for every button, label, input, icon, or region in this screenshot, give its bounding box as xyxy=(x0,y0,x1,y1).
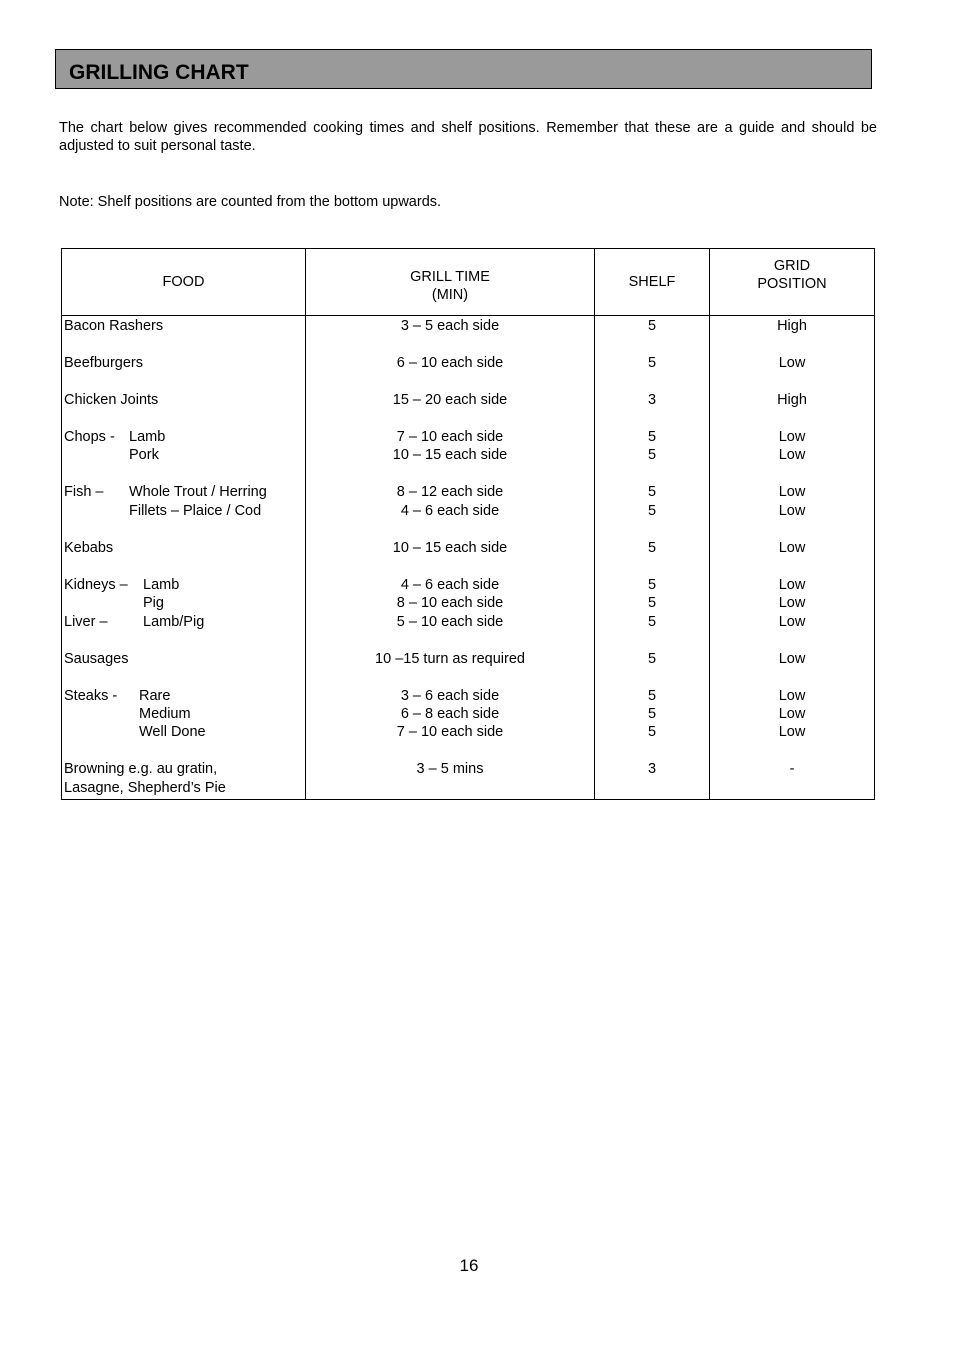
cell-food xyxy=(62,760,306,799)
cell-grid-position-value: Low xyxy=(778,706,806,723)
cell-food xyxy=(62,316,306,355)
food-variety: Pork xyxy=(129,447,159,464)
cell-grill-time-value: 5 – 10 each side xyxy=(396,613,504,630)
cell-grid-position-value: Low xyxy=(778,539,806,556)
cell-grill-time-value: 8 – 10 each side xyxy=(396,595,504,612)
food-line xyxy=(64,613,305,631)
food-category xyxy=(64,705,139,723)
table-row xyxy=(62,354,875,391)
cell-shelf xyxy=(595,539,710,576)
cell-grill-time-value: 7 – 10 each side xyxy=(396,724,504,741)
food-variety: Whole Trout / Herring xyxy=(129,484,267,501)
header-grill-time xyxy=(306,249,595,316)
cell-grill-time xyxy=(306,650,595,687)
grilling-chart-table xyxy=(61,248,875,800)
table-body xyxy=(62,316,875,800)
cell-shelf-value: 5 xyxy=(647,429,657,445)
cell-shelf-value: 3 xyxy=(647,761,657,778)
cell-grill-time xyxy=(306,391,595,428)
food-line xyxy=(64,354,305,372)
cell-grill-time-value: 4 – 6 each side xyxy=(400,502,500,519)
cell-grid-position-value: Low xyxy=(778,687,806,704)
header-food-label: FOOD xyxy=(162,274,205,290)
food-line xyxy=(64,650,305,668)
cell-grill-time xyxy=(306,687,595,761)
food-line xyxy=(64,779,305,797)
cell-grid-position-value: Low xyxy=(778,576,806,593)
cell-shelf-value: 3 xyxy=(647,392,657,408)
table-row xyxy=(62,687,875,761)
note-paragraph: Note: Shelf positions are counted from the bottom upwards. xyxy=(59,194,442,210)
cell-food xyxy=(62,354,306,391)
cell-grid-position-value: - xyxy=(789,761,795,778)
food-line xyxy=(64,594,305,612)
food-category: Chops - xyxy=(64,429,115,445)
food-category xyxy=(64,446,129,464)
cell-shelf-value: 5 xyxy=(647,318,657,334)
food-line xyxy=(64,428,305,446)
food-line xyxy=(64,687,305,705)
header-shelf-label: SHELF xyxy=(628,274,676,290)
cell-food xyxy=(62,428,306,483)
cell-grid-position-value: High xyxy=(777,392,807,408)
table-row xyxy=(62,760,875,799)
cell-grill-time-value: 6 – 10 each side xyxy=(396,355,504,371)
cell-grill-time xyxy=(306,354,595,391)
cell-food xyxy=(62,650,306,687)
page-title: GRILLING CHART xyxy=(69,61,249,84)
cell-grill-time xyxy=(306,483,595,538)
table-row xyxy=(62,316,875,355)
food-category xyxy=(64,594,143,612)
cell-grill-time xyxy=(306,316,595,355)
cell-grid-position xyxy=(710,483,875,538)
cell-grill-time-value: 10 – 15 each side xyxy=(392,539,508,556)
food-category: Fish – xyxy=(64,484,104,501)
cell-shelf-value: 5 xyxy=(647,595,657,612)
cell-shelf xyxy=(595,391,710,428)
food-name: Browning e.g. au gratin, xyxy=(64,761,218,778)
cell-shelf xyxy=(595,316,710,355)
food-category: Liver – xyxy=(64,613,108,630)
cell-grid-position xyxy=(710,760,875,799)
cell-shelf-value: 5 xyxy=(647,484,657,501)
table-row xyxy=(62,428,875,483)
cell-grill-time-value: 7 – 10 each side xyxy=(396,429,504,445)
cell-shelf xyxy=(595,576,710,650)
header-grill-time-line1: GRILL TIME xyxy=(410,269,490,285)
food-variety: Lamb/Pig xyxy=(143,613,205,630)
cell-grid-position-value: Low xyxy=(778,650,806,667)
cell-shelf xyxy=(595,760,710,799)
cell-grill-time-value: 8 – 12 each side xyxy=(396,484,504,501)
cell-shelf xyxy=(595,483,710,538)
cell-shelf xyxy=(595,687,710,761)
food-line xyxy=(64,723,305,741)
page-number: 16 xyxy=(459,1256,479,1275)
food-category: Steaks - xyxy=(64,687,118,704)
food-variety: Pig xyxy=(143,595,164,612)
cell-shelf xyxy=(595,650,710,687)
header-shelf xyxy=(595,249,710,316)
cell-grid-position-value: High xyxy=(777,318,807,334)
cell-food xyxy=(62,687,306,761)
cell-grill-time xyxy=(306,539,595,576)
food-name: Lasagne, Shepherd’s Pie xyxy=(64,779,226,796)
cell-shelf-value: 5 xyxy=(647,576,657,593)
cell-grill-time xyxy=(306,760,595,799)
cell-grid-position xyxy=(710,428,875,483)
cell-grid-position-value: Low xyxy=(778,484,806,501)
food-line xyxy=(64,502,305,520)
food-name: Kebabs xyxy=(64,539,114,556)
cell-grill-time-value: 3 – 6 each side xyxy=(400,687,500,704)
table-row xyxy=(62,483,875,538)
header-grill-time-line2: (MIN) xyxy=(431,287,469,303)
food-variety: Well Done xyxy=(139,724,206,741)
food-line xyxy=(64,446,305,464)
food-category xyxy=(64,723,139,741)
table-row xyxy=(62,650,875,687)
cell-shelf-value: 5 xyxy=(647,502,657,519)
cell-grid-position xyxy=(710,650,875,687)
header-grid-line1: GRID xyxy=(773,258,811,274)
cell-shelf xyxy=(595,428,710,483)
table-row xyxy=(62,391,875,428)
food-name: Beefburgers xyxy=(64,355,143,371)
cell-grill-time xyxy=(306,576,595,650)
cell-grid-position xyxy=(710,316,875,355)
table-row xyxy=(62,539,875,576)
table-row xyxy=(62,576,875,650)
cell-shelf-value: 5 xyxy=(647,539,657,556)
cell-grid-position-value: Low xyxy=(778,502,806,519)
food-line xyxy=(64,705,305,723)
cell-shelf-value: 5 xyxy=(647,613,657,630)
cell-shelf-value: 5 xyxy=(647,447,657,464)
title-bar xyxy=(55,49,872,89)
cell-grill-time-value: 10 – 15 each side xyxy=(392,447,508,464)
food-category: Kidneys – xyxy=(64,576,128,593)
food-category xyxy=(64,502,129,520)
cell-food xyxy=(62,576,306,650)
header-grid-position xyxy=(710,249,875,316)
cell-grill-time-value: 10 –15 turn as required xyxy=(375,650,525,667)
cell-grill-time-value: 15 – 20 each side xyxy=(392,392,508,408)
cell-food xyxy=(62,483,306,538)
cell-shelf xyxy=(595,354,710,391)
cell-food xyxy=(62,539,306,576)
cell-grid-position xyxy=(710,539,875,576)
table-header-row xyxy=(62,249,875,316)
header-grid-line2: POSITION xyxy=(757,276,827,292)
cell-grill-time-value: 4 – 6 each side xyxy=(400,576,500,593)
cell-grill-time-value: 3 – 5 mins xyxy=(416,761,484,778)
header-food xyxy=(62,249,306,316)
food-name: Bacon Rashers xyxy=(64,318,164,334)
cell-grill-time-value: 3 – 5 each side xyxy=(400,318,500,334)
cell-shelf-value: 5 xyxy=(647,687,657,704)
food-variety: Lamb xyxy=(143,576,180,593)
cell-grill-time xyxy=(306,428,595,483)
food-variety: Lamb xyxy=(129,429,166,445)
cell-grid-position-value: Low xyxy=(778,724,806,741)
food-line xyxy=(64,760,305,778)
cell-grid-position xyxy=(710,391,875,428)
cell-grid-position xyxy=(710,576,875,650)
cell-shelf-value: 5 xyxy=(647,650,657,667)
cell-food xyxy=(62,391,306,428)
cell-grid-position-value: Low xyxy=(778,429,806,445)
cell-grill-time-value: 6 – 8 each side xyxy=(400,706,500,723)
cell-grid-position xyxy=(710,687,875,761)
cell-grid-position-value: Low xyxy=(778,595,806,612)
food-variety: Rare xyxy=(139,687,171,704)
cell-shelf-value: 5 xyxy=(647,706,657,723)
cell-shelf-value: 5 xyxy=(647,355,657,371)
food-line xyxy=(64,391,305,409)
food-variety: Fillets – Plaice / Cod xyxy=(129,502,262,519)
food-variety: Medium xyxy=(139,706,191,723)
cell-shelf-value: 5 xyxy=(647,724,657,741)
cell-grid-position xyxy=(710,354,875,391)
intro-paragraph: The chart below gives recommended cooking times and shelf positions. Remember that these are a guide and should be adjusted to suit personal taste. xyxy=(59,120,877,154)
cell-grid-position-value: Low xyxy=(778,613,806,630)
food-line xyxy=(64,539,305,557)
food-name: Sausages xyxy=(64,650,129,667)
cell-grid-position-value: Low xyxy=(778,447,806,464)
food-line xyxy=(64,483,305,501)
food-line xyxy=(64,317,305,335)
food-line xyxy=(64,576,305,594)
cell-grid-position-value: Low xyxy=(778,355,806,371)
food-name: Chicken Joints xyxy=(64,392,159,408)
